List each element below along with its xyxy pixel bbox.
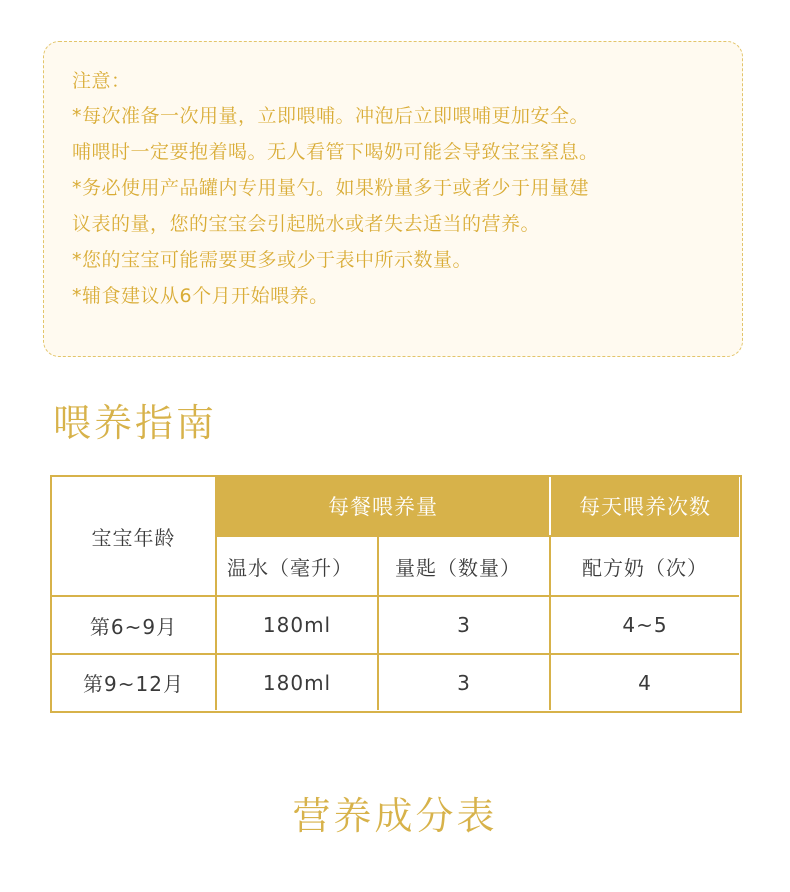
notice-line: *务必使用产品罐内专用量勺。如果粉量多于或者少于用量建 [72,177,590,199]
row1-age: 第6~9月 [89,614,178,639]
water-subheader: 温水（毫升） [227,555,353,580]
notice-line: *您的宝宝可能需要更多或少于表中所示数量。 [72,249,473,271]
feeding-guide-title: 喂养指南 [53,401,218,445]
row2-scoops: 3 [457,670,471,695]
row1-times: 4~5 [622,613,668,637]
row2-age: 第9~12月 [83,672,184,696]
table-divider [377,535,379,710]
notice-paragraph-2 [72,170,714,242]
table-divider [549,535,551,710]
table-divider [52,595,739,597]
age-header: 宝宝年龄 [91,525,176,550]
notice-line: *辅食建议从6个月开始喂养。 [72,285,329,307]
row1-water: 180ml [262,613,332,637]
notice-paragraph-4 [72,278,714,314]
formula-subheader: 配方奶（次） [582,555,708,580]
row2-times: 4 [638,670,652,695]
table-divider [52,653,739,655]
nutrition-table-title: 营养成分表 [292,794,498,838]
scoops-subheader: 量匙（数量） [395,555,521,580]
table-divider [215,535,739,537]
notice-title: 注意： [72,70,131,92]
daily-header: 每天喂养次数 [551,477,739,535]
row2-water: 180ml [262,670,332,695]
row1-scoops: 3 [457,613,471,637]
table-divider [215,477,217,710]
notice-paragraph-3 [72,242,714,278]
per-meal-header: 每餐喂养量 [217,477,549,535]
notice-line: *每次准备一次用量，立即喂哺。冲泡后立即喂哺更加安全。 [72,105,590,127]
notice-paragraph-1 [72,98,714,170]
notice-line: 议表的量，您的宝宝会引起脱水或者失去适当的营养。 [72,213,541,235]
notice-line: 哺喂时一定要抱着喝。无人看管下喝奶可能会导致宝宝窒息。 [72,141,599,163]
feeding-table [50,475,742,713]
notice-box [43,41,743,357]
